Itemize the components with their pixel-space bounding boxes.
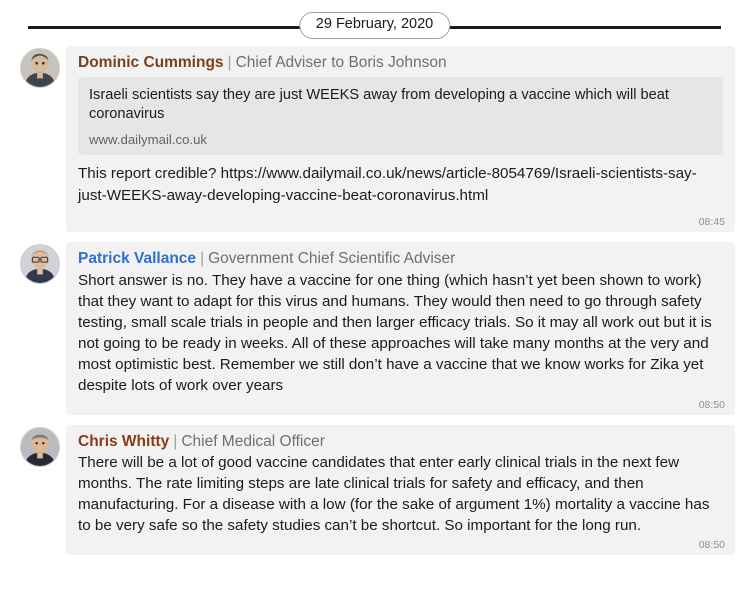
sender-name: Dominic Cummings [78,54,224,71]
message-text: There will be a lot of good vaccine candidates that enter early clinical trials in the next few months. The rate limiting steps are late clinical trials for safety and efficacy, and then manufacturing. For a disease with a low (for the sake of argument 1%) mortality a vaccine has to be very safe so the safety studies can’t be shortcut. So important for the long run. [78,454,714,535]
avatar-photo-dominic-cummings [21,49,59,87]
date-pill: 29 February, 2020 [299,12,450,39]
sender-role: Chief Medical Officer [181,432,325,450]
name-role-separator: | [227,54,232,71]
sender-role: Government Chief Scientific Adviser [208,250,456,268]
avatar-wrap [14,425,66,467]
avatar [20,427,60,467]
message-bubble [66,46,735,232]
message-dominic-cummings [14,46,735,232]
link-preview-domain: www.dailymail.co.uk [89,131,207,147]
message-text: This report credible? https://www.dailymail.co.uk/news/article-8054769/Israeli-scientists-say-just-WEEKS-away-developing-vaccine-beat-coronavirus.html [78,164,697,204]
avatar [20,48,60,88]
avatar-wrap [14,46,66,88]
name-role-separator: | [173,432,178,450]
message-bubble [66,242,735,414]
message-timestamp: 08:45 [698,216,725,229]
avatar-wrap [14,242,66,284]
message-chris-whitty [14,425,735,555]
message-patrick-vallance [14,242,735,414]
message-header [78,54,723,73]
message-timestamp: 08:50 [698,398,725,411]
message-text: Short answer is no. They have a vaccine for one thing (which hasn’t yet been shown to work) that they want to adapt for this virus and humans. They would then need to go through safety testing, small scale trials in people and then larger efficacy trials. So it may all work out but it is not going to be ready in weeks. All of these approaches will take many months at the very and most optimistic best. Remember we still don’t have a vaccine that we know works for Zika yet despite lots of work over years [78,271,716,394]
message-header [78,433,723,452]
sender-name: Patrick Vallance [78,250,197,268]
date-divider [14,0,735,40]
avatar-photo-patrick-vallance [21,245,59,283]
message-header [78,250,723,269]
message-bubble [66,425,735,555]
sender-name: Chris Whitty [78,432,170,450]
avatar-photo-chris-whitty [21,428,59,466]
link-preview-card[interactable] [78,77,723,155]
message-timestamp: 08:50 [698,539,725,551]
name-role-separator: | [200,250,205,268]
avatar [20,244,60,284]
link-preview-title: Israeli scientists say they are just WEEKS away from developing a vaccine which will beat coronavirus [89,86,669,123]
sender-role: Chief Adviser to Boris Johnson [235,54,447,71]
